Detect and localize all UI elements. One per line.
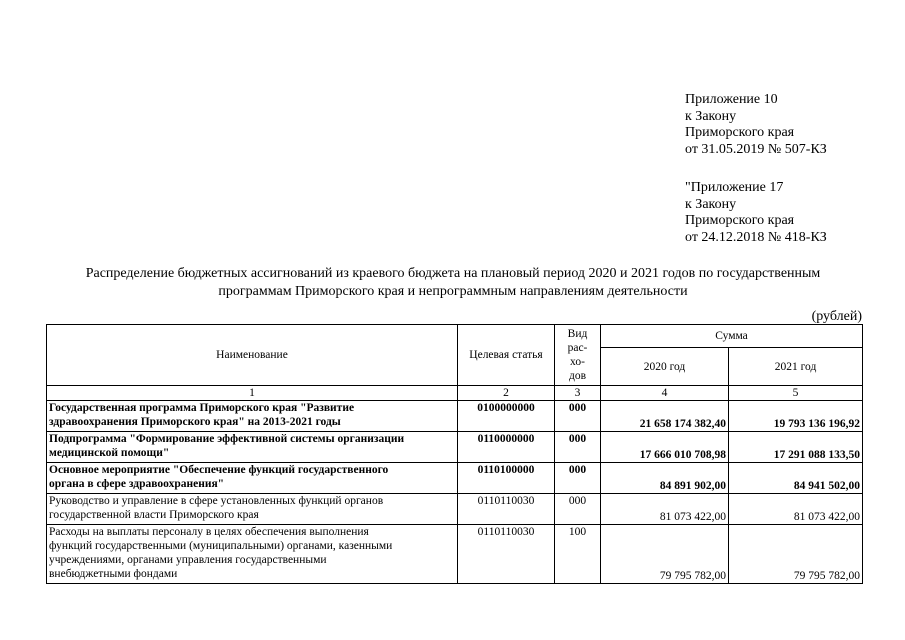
header-expense-type-line-2: рас- xyxy=(567,342,588,354)
row-amount-2020: 79 795 782,00 xyxy=(601,525,729,584)
table-row xyxy=(47,432,863,463)
column-number: 5 xyxy=(729,386,863,401)
table-row xyxy=(47,463,863,494)
row-name-line: учреждениями, органами управления государственными xyxy=(49,554,327,566)
column-number: 4 xyxy=(601,386,729,401)
row-target-article: 0110100000 xyxy=(458,463,555,494)
row-name-line: внебюджетными фондами xyxy=(49,568,178,580)
column-number: 2 xyxy=(458,386,555,401)
row-expense-type: 000 xyxy=(555,494,601,525)
row-expense-type: 000 xyxy=(555,463,601,494)
row-amount-2020: 21 658 174 382,40 xyxy=(601,401,729,432)
row-name-line: Основное мероприятие "Обеспечение функций государственного xyxy=(49,464,389,476)
row-amount-2021: 19 793 136 196,92 xyxy=(729,401,863,432)
document-title xyxy=(40,265,866,301)
amended-appendix-date: от 24.12.2018 № 418-КЗ xyxy=(685,229,827,245)
row-expense-type: 100 xyxy=(555,525,601,584)
row-expense-type: 000 xyxy=(555,432,601,463)
row-name xyxy=(47,432,458,463)
row-amount-2020: 17 666 010 708,98 xyxy=(601,432,729,463)
appendix-date: от 31.05.2019 № 507-КЗ xyxy=(685,141,827,157)
row-name-line: государственной власти Приморского края xyxy=(49,509,259,521)
row-name xyxy=(47,463,458,494)
row-amount-2021: 84 941 502,00 xyxy=(729,463,863,494)
header-year-2021: 2021 год xyxy=(729,348,863,386)
row-name-line: Расходы на выплаты персоналу в целях обеспечения выполнения xyxy=(49,526,369,538)
amended-appendix-number: "Приложение 17 xyxy=(685,180,784,195)
row-expense-type: 000 xyxy=(555,401,601,432)
row-target-article: 0110110030 xyxy=(458,525,555,584)
appendix-law-ref: к Закону xyxy=(685,108,737,124)
row-amount-2021: 79 795 782,00 xyxy=(729,525,863,584)
header-year-2020: 2020 год xyxy=(601,348,729,386)
row-name-line: органа в сфере здравоохранения" xyxy=(49,478,225,490)
table-row xyxy=(47,525,863,584)
table-row xyxy=(47,494,863,525)
column-number: 3 xyxy=(555,386,601,401)
document-title-line-1: Распределение бюджетных ассигнований из краевого бюджета на плановый период 2020 и 2021 годов по государственным xyxy=(85,266,821,281)
row-name xyxy=(47,494,458,525)
row-amount-2020: 81 073 422,00 xyxy=(601,494,729,525)
header-expense-type-line-4: дов xyxy=(568,370,587,382)
column-numbers-row xyxy=(47,386,863,401)
header-expense-type-line-1: Вид xyxy=(567,328,588,340)
amended-appendix-region: Приморского края xyxy=(685,213,795,228)
row-name-line: Руководство и управление в сфере установленных функций органов xyxy=(49,495,384,507)
row-amount-2021: 81 073 422,00 xyxy=(729,494,863,525)
header-expense-type-line-3: хо- xyxy=(570,356,585,368)
header-expense-type xyxy=(555,325,601,386)
budget-table xyxy=(46,324,863,584)
document-title-line-2: программам Приморского края и непрограммным направлениям деятельности xyxy=(218,284,688,299)
row-target-article: 0110110030 xyxy=(458,494,555,525)
header-name: Наименование xyxy=(47,325,458,386)
row-name-line: медицинской помощи" xyxy=(49,447,170,459)
row-name-line: здравоохранения Приморского края" на 2013-2021 годы xyxy=(49,416,341,428)
amended-appendix-law-ref: к Закону xyxy=(685,196,737,212)
row-name xyxy=(47,525,458,584)
row-amount-2020: 84 891 902,00 xyxy=(601,463,729,494)
row-name-line: Государственная программа Приморского края "Развитие xyxy=(49,402,355,414)
header-target-article: Целевая статья xyxy=(458,325,555,386)
units-label: (рублей) xyxy=(811,309,862,324)
appendix-number: Приложение 10 xyxy=(685,92,778,107)
appendix-block xyxy=(685,92,827,158)
row-name-line: Подпрограмма "Формирование эффективной системы организации xyxy=(49,433,405,445)
table-row xyxy=(47,401,863,432)
row-name xyxy=(47,401,458,432)
amended-appendix-block xyxy=(685,180,827,246)
row-name-line: функций государственными (муниципальными) органами, казенными xyxy=(49,540,393,552)
row-target-article: 0100000000 xyxy=(458,401,555,432)
header-sum: Сумма xyxy=(601,325,863,348)
row-amount-2021: 17 291 088 133,50 xyxy=(729,432,863,463)
column-number: 1 xyxy=(47,386,458,401)
appendix-region: Приморского края xyxy=(685,125,795,140)
row-target-article: 0110000000 xyxy=(458,432,555,463)
